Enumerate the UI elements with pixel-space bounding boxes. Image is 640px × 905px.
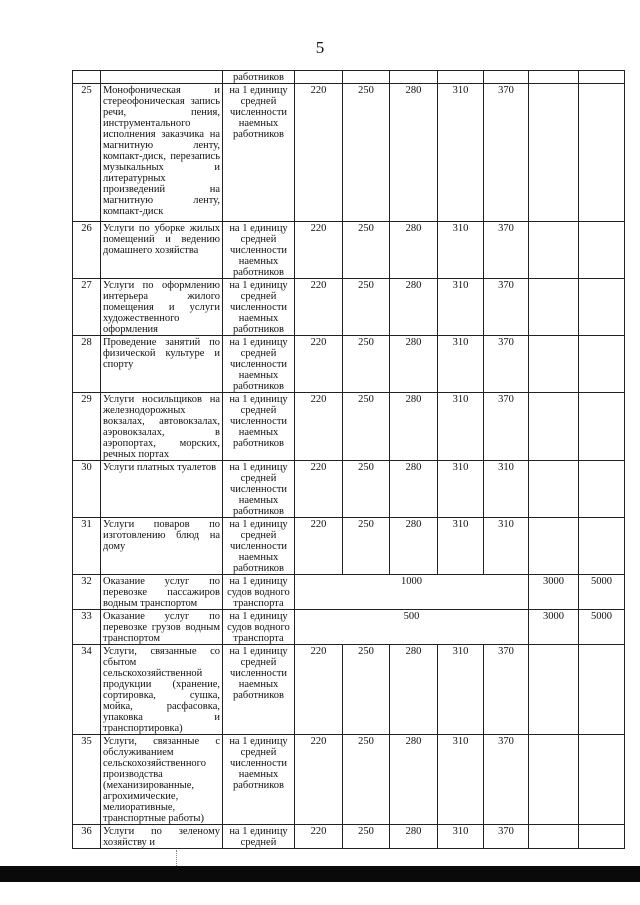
value-cell: 310 [438,336,484,393]
value-cell: 310 [438,279,484,336]
value-cell: 310 [438,735,484,825]
value-cell: 310 [438,825,484,849]
row-number-cell: 34 [73,645,101,735]
row-number-cell: 27 [73,279,101,336]
unit-cell: на 1 единицу средней численности наемных работников [223,645,295,735]
value-cell: 310 [438,393,484,461]
table-row [73,84,625,222]
value-cell [579,71,625,84]
value-cell [529,279,579,336]
row-number-cell: 31 [73,518,101,575]
unit-cell: на 1 единицу средней численности наемных работников [223,735,295,825]
value-cell [529,336,579,393]
value-cell: 310 [484,518,529,575]
service-name-cell: Услуги по зеленому хозяйству и [101,825,223,849]
value-cell: 310 [438,222,484,279]
row-number-cell [73,71,101,84]
value-cell: 280 [390,825,438,849]
value-cell: 250 [343,336,390,393]
row-number-cell: 28 [73,336,101,393]
value-cell: 310 [438,84,484,222]
value-cell: 220 [295,645,343,735]
table-row [73,518,625,575]
service-name-cell: Оказание услуг по перевозке пассажиров водным транспортом [101,575,223,610]
service-name-cell: Услуги по уборке жилых помещений и ведению домашнего хозяйства [101,222,223,279]
unit-cell: на 1 единицу средней численности наемных работников [223,393,295,461]
value-cell: 250 [343,735,390,825]
value-cell: 250 [343,518,390,575]
value-cell: 370 [484,735,529,825]
value-cell [579,393,625,461]
page-number: 5 [315,38,325,57]
value-cell: 250 [343,84,390,222]
value-cell [579,645,625,735]
value-cell: 220 [295,518,343,575]
unit-cell: работников [223,71,295,84]
service-name-cell: Услуги, связанные с обслуживанием сельскохозяйственного производства (механизированные, агрохимические, мелиоративные, транспортные работы) [101,735,223,825]
value-cell: 310 [438,645,484,735]
value-cell [484,71,529,84]
unit-cell: на 1 единицу средней численности наемных работников [223,461,295,518]
value-cell: 280 [390,735,438,825]
value-cell: 310 [438,461,484,518]
value-cell: 220 [295,393,343,461]
value-cell: 250 [343,461,390,518]
value-cell: 250 [343,222,390,279]
value-cell [529,461,579,518]
value-cell: 370 [484,279,529,336]
service-name-cell: Услуги по оформлению интерьера жилого помещения и услуги художественного оформления [101,279,223,336]
table-row [73,610,625,645]
table-row [73,825,625,849]
service-name-cell: Услуги носильщиков на железнодорожных вокзалах, автовокзалах, аэровокзалах, в аэропортах, морских, речных портах [101,393,223,461]
value-cell [579,518,625,575]
value-cell [579,461,625,518]
unit-cell: на 1 единицу средней численности наемных работников [223,336,295,393]
value-cell: 370 [484,393,529,461]
value-cell: 280 [390,518,438,575]
value-cell: 280 [390,645,438,735]
value-cell: 250 [343,279,390,336]
unit-cell: на 1 единицу средней численности наемных работников [223,84,295,222]
value-cell: 280 [390,222,438,279]
row-number-cell: 29 [73,393,101,461]
value-cell [579,825,625,849]
value-cell: 220 [295,336,343,393]
unit-cell: на 1 единицу средней численности наемных работников [223,518,295,575]
value-cell: 220 [295,84,343,222]
value-cell [529,222,579,279]
value-cell: 5000 [579,575,625,610]
table-row [73,575,625,610]
table-row [73,645,625,735]
value-cell: 370 [484,84,529,222]
merged-value-cell: 1000 [295,575,529,610]
unit-cell: на 1 единицу судов водного транспорта [223,610,295,645]
row-number-cell: 26 [73,222,101,279]
row-number-cell: 33 [73,610,101,645]
service-name-cell: Услуги платных туалетов [101,461,223,518]
tariff-table [72,70,625,849]
value-cell [579,735,625,825]
value-cell [529,71,579,84]
scan-artifact [176,850,178,866]
row-number-cell: 35 [73,735,101,825]
table-row-continuation [73,71,625,84]
table-row [73,735,625,825]
row-number-cell: 30 [73,461,101,518]
table-row [73,279,625,336]
value-cell [438,71,484,84]
service-name-cell [101,71,223,84]
value-cell: 3000 [529,575,579,610]
scan-bottom-border [0,866,640,882]
value-cell: 280 [390,461,438,518]
value-cell: 220 [295,279,343,336]
value-cell: 250 [343,645,390,735]
value-cell: 220 [295,222,343,279]
value-cell: 250 [343,393,390,461]
table-row [73,222,625,279]
value-cell [529,518,579,575]
service-name-cell: Проведение занятий по физической культуре и спорту [101,336,223,393]
unit-cell: на 1 единицу судов водного транспорта [223,575,295,610]
value-cell: 310 [484,461,529,518]
value-cell: 280 [390,393,438,461]
unit-cell: на 1 единицу средней численности наемных работников [223,222,295,279]
value-cell [529,645,579,735]
value-cell [295,71,343,84]
value-cell: 310 [438,518,484,575]
value-cell: 280 [390,336,438,393]
value-cell [529,735,579,825]
value-cell: 220 [295,735,343,825]
value-cell [579,279,625,336]
unit-cell: на 1 единицу средней [223,825,295,849]
value-cell [529,825,579,849]
service-name-cell: Услуги поваров по изготовлению блюд на дому [101,518,223,575]
value-cell [529,84,579,222]
value-cell: 280 [390,279,438,336]
row-number-cell: 32 [73,575,101,610]
value-cell: 370 [484,336,529,393]
value-cell: 5000 [579,610,625,645]
table-row [73,393,625,461]
value-cell: 250 [343,825,390,849]
service-name-cell: Монофоническая и стереофоническая запись речи, пения, инструментального исполнения заказчика на магнитную ленту, компакт-диск, перезапись музыкальных и литературных произведений на магнитную ленту, компакт-диск [101,84,223,222]
value-cell [579,84,625,222]
value-cell [579,336,625,393]
row-number-cell: 36 [73,825,101,849]
value-cell [390,71,438,84]
service-name-cell: Услуги, связанные со сбытом сельскохозяйственной продукции (хранение, сортировка, сушка, мойка, расфасовка, упаковка и транспортировка) [101,645,223,735]
value-cell: 220 [295,461,343,518]
value-cell: 370 [484,825,529,849]
table-row [73,461,625,518]
service-name-cell: Оказание услуг по перевозке грузов водным транспортом [101,610,223,645]
value-cell: 220 [295,825,343,849]
value-cell: 370 [484,645,529,735]
value-cell: 370 [484,222,529,279]
value-cell: 280 [390,84,438,222]
row-number-cell: 25 [73,84,101,222]
value-cell: 3000 [529,610,579,645]
unit-cell: на 1 единицу средней численности наемных работников [223,279,295,336]
value-cell [343,71,390,84]
merged-value-cell: 500 [295,610,529,645]
value-cell [529,393,579,461]
value-cell [579,222,625,279]
table-row [73,336,625,393]
